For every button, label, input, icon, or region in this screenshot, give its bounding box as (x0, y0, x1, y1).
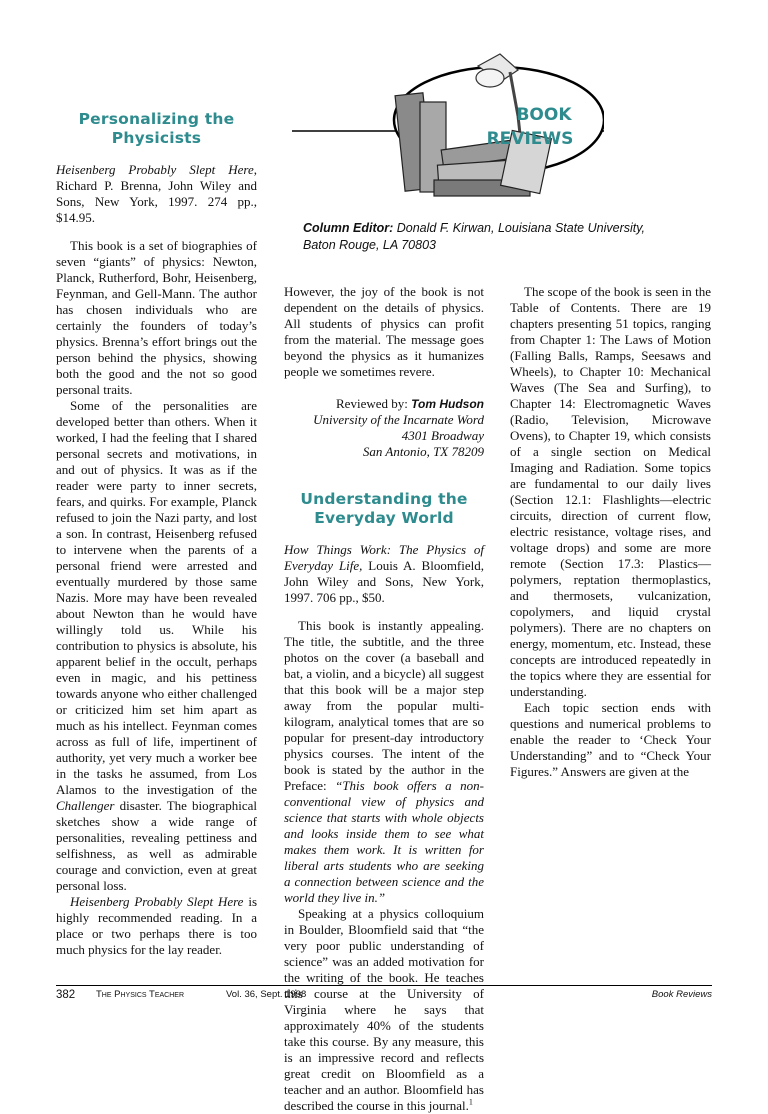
review1-paragraph: However, the joy of the book is not dependent on the details of physics. All students of physics can profit from the material. The message goes beyond the physics as it humanizes people we sometimes revere. (284, 284, 484, 379)
volume-info: Vol. 36, Sept. 1998 (226, 989, 307, 1000)
review1-paragraph: This book is a set of biographies of seven “giants” of physics: Newton, Planck, Rutherford, Bohr, Heisenberg, Feynman, and Gell-Mann. The author has chosen individuals who are certainly the founders of today’s physics. Brenna’s effort brings out the person behind the physics, showing both the good and the not so good personal traits. (56, 238, 257, 397)
footnote-ref: 1 (468, 1097, 473, 1107)
review1-p2-text: Some of the personalities are developed better than others. When it worked, I had the feeling that I shared personal secrets and motivations, in and out of physics. It was as if the reader were party to inner secrets, fears, and quirks. For example, Planck refused to join the Nazi party, and lost a son. In contrast, Heisenberg refused to intervene when the parents of a personal friend were arrested and eventually murdered by those same Nazis. More may have been revealed about Newton than he would have willingly told us. While his contribution to physics is absolute, his apparent belief in the occult, perhaps even in magic, and his pettiness towards anyone who either challenged or criticized him set him apart as much as his intellect. Feynman comes across as full of life, impertinent of authority, yet very much a worker bee in the tasks he assumed, from Los Alamos to the investigation of the (56, 398, 257, 797)
review2-p1-text: This book is instantly appealing. The title, the subtitle, and the three photos on the cover (a baseball and bat, a violin, and a bicycle) all suggest that this book will be a major step away from the popular multi-kilogram, analytical tomes that are so popular for present-day introductory physics courses. The intent of the book is stated by the author in the Preface: (284, 618, 484, 793)
column-editor-text: Donald F. Kirwan, Louisiana State University, (396, 221, 646, 235)
column-editor (303, 220, 723, 254)
review2-paragraph: The scope of the book is seen in the Table of Contents. There are 19 chapters presenting 51 topics, ranging from Chapter 1: The Laws of Motion (Falling Balls, Ramps, Seesaws and Wheels), to Chapter 10: Mechanical Waves (The Sea and Surfing), to Chapter 14: Electromagnetic Waves (Radio, Television, Microwave Ovens), to Chapter 19, which consists of a single section on Medical Imaging and Radiation. Some topics are fundamental to our daily lives (Section 12.1: Flashlights—electric circuits, direction of current flow, electric resistance, voltage rises, and voltage drops) and some are more remote (Section 17.3: Plastics—polymers, reptation thermoplastics, and thermosets, vulcanization, copolymers, and liquid crystal polymers). There are no chapters on energy, momentum, etc. Instead, these concepts are introduced repeatedly in the topics where they are essential for understanding. (510, 284, 711, 699)
reviewer-affiliation: University of the Incarnate Word (313, 412, 484, 427)
journal-name: The Physics Teacher (96, 989, 185, 1000)
review1-title-line2: Physicists (111, 129, 202, 147)
review1-paragraph (56, 398, 257, 894)
column-3 (510, 284, 711, 780)
review2-p2-text: Speaking at a physics colloquium in Boulder, Bloomfield said that “the very poor public understanding of science” was an added motivation for the writing of the book. He teaches this course at the University of Virginia where he says that approximately 40% of the students take this course. By any measure, this is an impressive record and reflects great credit on Bloomfield as a teacher and an author. Bloomfield has described the course in this journal. (284, 906, 484, 1113)
review2-citation-text: Louis A. Bloomfield, John Wiley and Sons, New York, 1997. 706 pp., $50. (284, 558, 484, 605)
review1-p2-text-end: disaster. The biographical sketches show a wide range of personalities, revealing pettiness and selfishness, as well as admirable courage and conviction, even at great personal loss. (56, 798, 257, 893)
review2-paragraph: Each topic section ends with questions and numerical problems to enable the reader to ‘Check Your Understanding” and to “Check Your Figures.” Answers are given at the (510, 700, 711, 779)
review1-p3-text: is highly recommended reading. In a place or two perhaps there is too much physics for the lay reader. (56, 894, 258, 957)
review1-citation (56, 162, 257, 226)
review1-book-title: Heisenberg Probably Slept Here (56, 162, 254, 177)
review2-preface-quote: “This book offers a non-conventional view of physics and science that starts with whole objects and looks inside them to see what makes them work. It is written for liberal arts students who are seeking a connection between science and the world they live in.” (284, 778, 484, 905)
reviewer-address: 4301 Broadway (401, 428, 484, 443)
reviewed-by-label: Reviewed by: (336, 396, 412, 411)
logo-reviews: REVIEWS (486, 129, 574, 149)
reviewer-city: San Antonio, TX 78209 (362, 444, 484, 459)
page-number: 382 (56, 989, 76, 1001)
logo-book: BOOK (516, 105, 572, 125)
review1-title (56, 110, 257, 148)
column-editor-label: Column Editor: (303, 221, 394, 235)
review1-p2-italic: Challenger (56, 798, 115, 813)
review1-reviewer-block (284, 396, 484, 460)
reviewer-name: Tom Hudson (411, 397, 484, 411)
review1-paragraph (56, 894, 257, 958)
review1-p3-italic: Heisenberg Probably Slept Here (70, 894, 244, 909)
book-reviews-logo (292, 52, 604, 212)
review2-title-line2: Everyday World (314, 509, 454, 527)
footer (56, 989, 712, 1003)
review2-paragraph (284, 906, 484, 1114)
column-1 (56, 110, 257, 958)
review2-citation (284, 542, 484, 606)
review2-title-line1: Understanding the (300, 490, 468, 508)
review2-title (284, 490, 484, 528)
column-editor-line2: Baton Rouge, LA 70803 (303, 238, 436, 252)
review1-title-line1: Personalizing the (78, 110, 235, 128)
review1-citation-text: , Richard P. Brenna, John Wiley and Sons, New York, 1997. 274 pp., $14.95. (56, 162, 257, 225)
section-name: Book Reviews (651, 989, 712, 1000)
review2-book-title: How Things Work: The Physics of Everyday Life, (284, 542, 484, 573)
footer-rule (56, 985, 712, 986)
review2-paragraph (284, 618, 484, 906)
reviewed-by (284, 396, 484, 412)
